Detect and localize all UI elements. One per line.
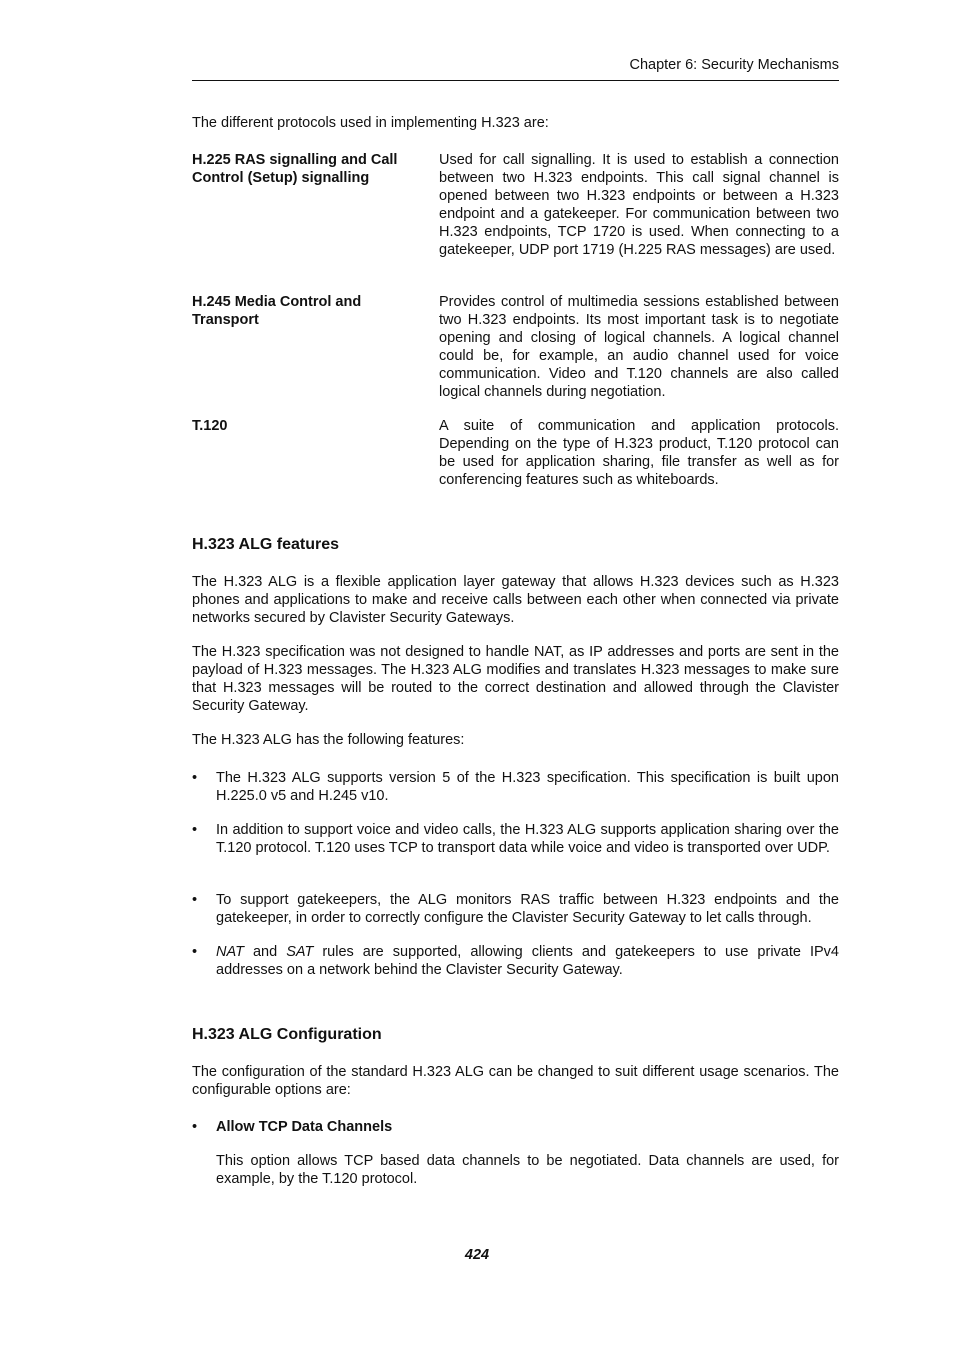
header-rule — [192, 80, 839, 81]
bullet-marker: • — [192, 892, 198, 908]
protocol-description: Used for call signalling. It is used to establish a connection between two H.323 endpoints. This call signal channel is opened between two H.323 endpoints or between a H.323 endpoint and a gatekeeper. For communication between two H.323 endpoints, TCP 1720 is used. When connecting to a gatekeeper, UDP port 1719 (H.225 RAS messages) are used. — [439, 152, 839, 258]
protocol-description: A suite of communication and application protocols. Depending on the type of H.323 product, T.120 protocol can be used for application sharing, file transfer as well as for conferencing features such as whiteboards. — [439, 418, 839, 488]
conjunction: and — [243, 944, 287, 960]
features-paragraph-2: The H.323 specification was not designed to handle NAT, as IP addresses and ports are sent in the payload of H.323 messages. The H.323 ALG modifies and translates H.323 messages to make sure that H.323 messages will be routed to the correct destination and allowed through the Clavister Security Gateway. — [192, 644, 839, 714]
protocol-description: Provides control of multimedia sessions established between two H.323 endpoints. Its most important task is to negotiate opening and closing of logical channels. A logical channel could be, for example, an audio channel used for voice communication. Video and T.120 channels are also called logical channels during negotiation. — [439, 294, 839, 400]
option-title: Allow TCP Data Channels — [216, 1119, 393, 1135]
bullet-marker: • — [192, 1119, 198, 1135]
section-heading-features: H.323 ALG features — [192, 536, 340, 553]
features-paragraph-3: The H.323 ALG has the following features: — [192, 732, 465, 748]
list-item: To support gatekeepers, the ALG monitors RAS traffic between H.323 endpoints and the gatekeeper, in order to correctly configure the Clavister Security Gateway to let calls through. — [216, 892, 839, 926]
bullet-marker: • — [192, 944, 198, 960]
list-item: In addition to support voice and video calls, the H.323 ALG supports application sharing over the T.120 protocol. T.120 uses TCP to transport data while voice and video is transported over UDP. — [216, 822, 839, 856]
sat-term: SAT — [286, 944, 314, 960]
protocol-term: T.120 — [192, 418, 228, 434]
config-paragraph: The configuration of the standard H.323 ALG can be changed to suit different usage scenarios. The configurable options are: — [192, 1064, 839, 1098]
running-header: Chapter 6: Security Mechanisms — [629, 57, 839, 73]
nat-term: NAT — [216, 944, 244, 960]
bullet-marker: • — [192, 822, 198, 838]
protocol-term: H.245 Media Control and Transport — [192, 294, 362, 328]
bullet-rest-text: rules are supported, allowing clients and gatekeepers to use private IPv4 addresses on a network behind the Clavister Security Gateway. — [216, 944, 839, 978]
features-paragraph-1: The H.323 ALG is a flexible application layer gateway that allows H.323 devices such as H.323 phones and applications to make and receive calls between each other when connected via private networks secured by Clavister Security Gateways. — [192, 574, 839, 626]
protocol-term: H.225 RAS signalling and Call Control (Setup) signalling — [192, 152, 398, 186]
list-item: The H.323 ALG supports version 5 of the H.323 specification. This specification is built upon H.225.0 v5 and H.245 v10. — [216, 770, 839, 804]
page-number: 424 — [464, 1247, 490, 1263]
section-heading-configuration: H.323 ALG Configuration — [192, 1026, 382, 1043]
option-description: This option allows TCP based data channels to be negotiated. Data channels are used, for example, by the T.120 protocol. — [216, 1153, 839, 1187]
list-item — [216, 943, 839, 979]
bullet-marker: • — [192, 770, 198, 786]
intro-paragraph: The different protocols used in implementing H.323 are: — [192, 115, 549, 131]
